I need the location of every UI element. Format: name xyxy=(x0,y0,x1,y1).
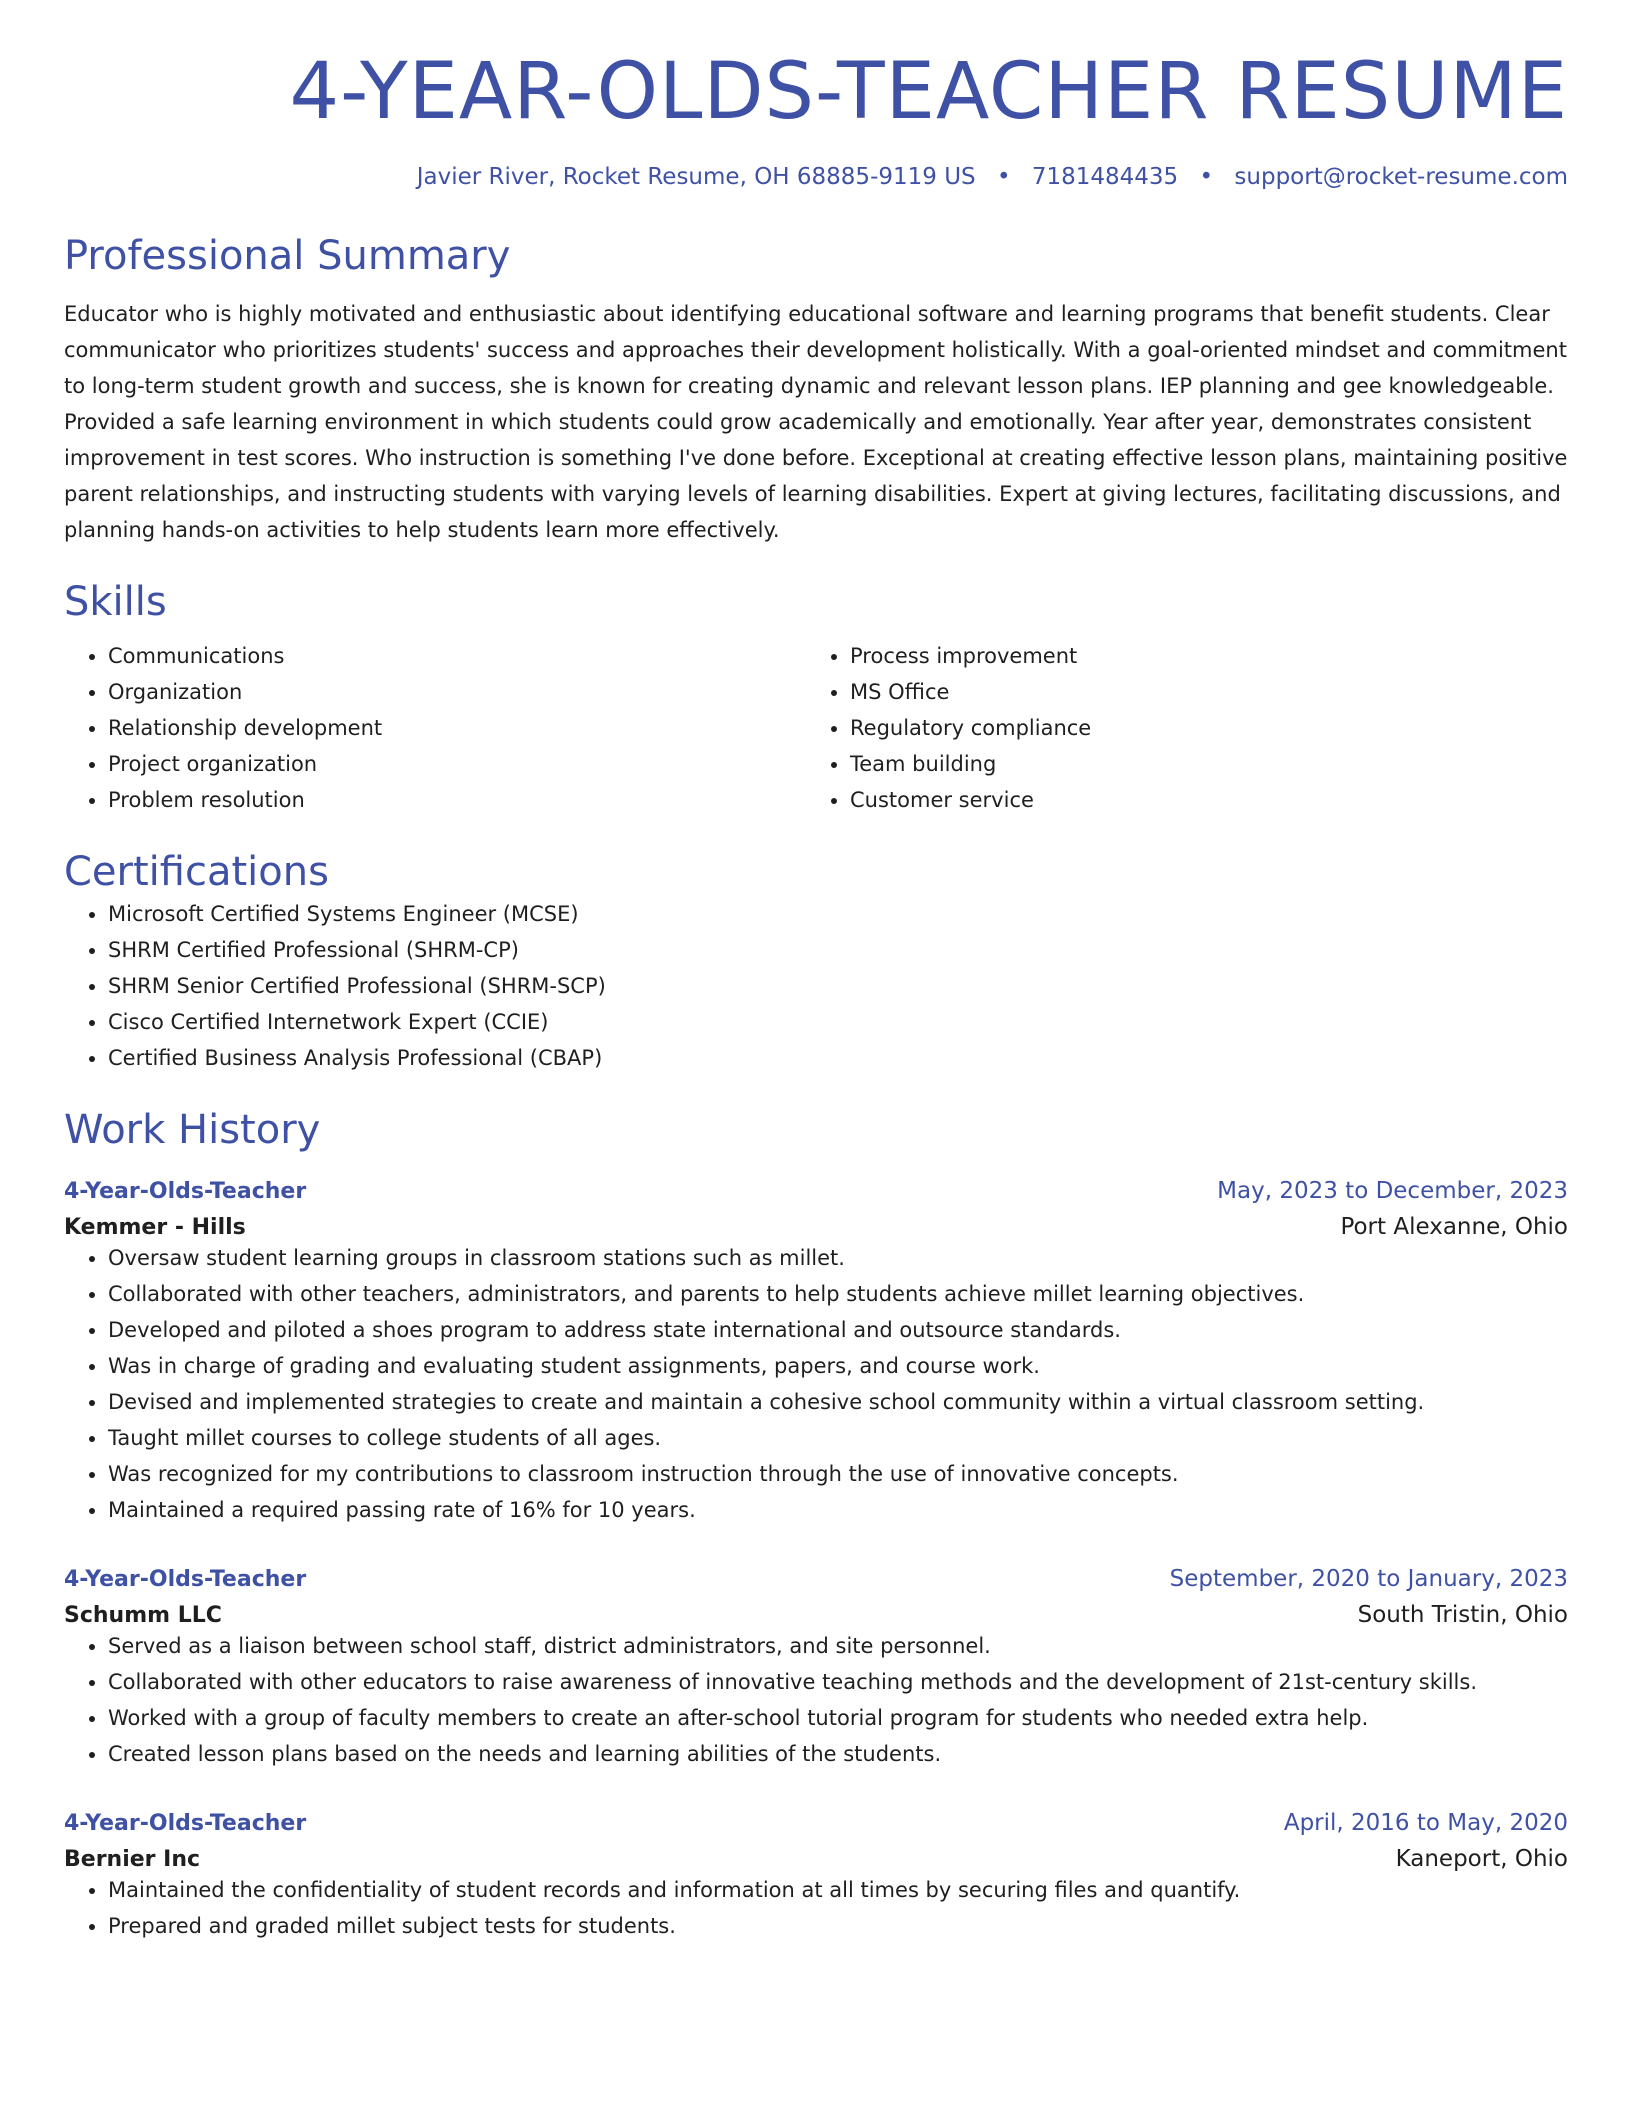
skill-item: • Regulatory compliance xyxy=(850,710,1548,746)
skill-item: • Communications xyxy=(108,638,806,674)
job-bullet: • Developed and piloted a shoes program to address state international and outsource standards. xyxy=(108,1312,1568,1348)
job-bullet: • Oversaw student learning groups in classroom stations such as millet. xyxy=(108,1240,1568,1276)
contact-address: Javier River, Rocket Resume, OH 68885-9119 US xyxy=(416,163,976,190)
job-bullet: • Collaborated with other teachers, administrators, and parents to help students achieve millet learning objectives. xyxy=(108,1276,1568,1312)
job-entry xyxy=(64,1178,1568,1528)
skill-item: • Problem resolution xyxy=(108,782,806,818)
contact-separator: • xyxy=(996,163,1011,190)
summary-heading: Professional Summary xyxy=(64,232,511,279)
skill-item: • Relationship development xyxy=(108,710,806,746)
job-entry xyxy=(64,1566,1568,1772)
contact-email: support@rocket-resume.com xyxy=(1234,163,1568,190)
job-bullet: • Maintained a required passing rate of 16% for 10 years. xyxy=(108,1492,1568,1528)
contact-line xyxy=(64,164,1568,190)
skills-list-left xyxy=(64,638,806,818)
skill-item: • Project organization xyxy=(108,746,806,782)
skills-column-left xyxy=(64,638,806,818)
job-subheader xyxy=(64,1214,1568,1240)
job-bullet: • Created lesson plans based on the needs and learning abilities of the students. xyxy=(108,1736,1568,1772)
skills-grid xyxy=(64,638,1568,818)
job-bullet: • Served as a liaison between school staff, district administrators, and site personnel. xyxy=(108,1628,1568,1664)
job-bullet: • Prepared and graded millet subject tests for students. xyxy=(108,1908,1568,1944)
job-location: Kaneport, Ohio xyxy=(1395,1845,1568,1872)
certifications-heading: Certifications xyxy=(64,848,329,895)
job-bullet: • Was recognized for my contributions to classroom instruction through the use of innovative concepts. xyxy=(108,1456,1568,1492)
skills-heading: Skills xyxy=(64,578,167,625)
skill-item: • MS Office xyxy=(850,674,1548,710)
certification-item: • Cisco Certified Internetwork Expert (CCIE) xyxy=(108,1004,1568,1040)
certification-item: • SHRM Senior Certified Professional (SHRM-SCP) xyxy=(108,968,1568,1004)
job-title: 4-Year-Olds-Teacher xyxy=(64,1178,307,1204)
job-location: South Tristin, Ohio xyxy=(1357,1601,1568,1628)
skill-item: • Team building xyxy=(850,746,1548,782)
job-bullet: • Devised and implemented strategies to create and maintain a cohesive school community within a virtual classroom setting. xyxy=(108,1384,1568,1420)
job-subheader xyxy=(64,1602,1568,1628)
work-history-heading: Work History xyxy=(64,1106,321,1153)
certification-item: • Certified Business Analysis Professional (CBAP) xyxy=(108,1040,1568,1076)
resume-title: 4-YEAR-OLDS-TEACHER RESUME xyxy=(289,47,1568,137)
job-bullets xyxy=(64,1872,1568,1944)
job-bullet: • Was in charge of grading and evaluating student assignments, papers, and course work. xyxy=(108,1348,1568,1384)
skills-column-right xyxy=(806,638,1548,818)
job-dates: April, 2016 to May, 2020 xyxy=(1283,1809,1568,1836)
job-company: Schumm LLC xyxy=(64,1602,222,1628)
summary-text: Educator who is highly motivated and enthusiastic about identifying educational software and learning programs that benefit students. Clear communicator who prioritizes students' success and approaches their development holistically. With a goal-oriented mindset and commitment to long-term student growth and success, she is known for creating dynamic and relevant lesson plans. IEP planning and gee knowledgeable. Provided a safe learning environment in which students could grow academically and emotionally. Year after year, demonstrates consistent improvement in test scores. Who instruction is something I've done before. Exceptional at creating effective lesson plans, maintaining positive parent relationships, and instructing students with varying levels of learning disabilities. Expert at giving lectures, facilitating discussions, and planning hands-on activities to help students learn more effectively. xyxy=(64,301,1568,542)
skills-list-right xyxy=(806,638,1548,818)
job-bullet: • Worked with a group of faculty members to create an after-school tutorial program for students who needed extra help. xyxy=(108,1700,1568,1736)
job-bullet: • Taught millet courses to college students of all ages. xyxy=(108,1420,1568,1456)
job-header xyxy=(64,1178,1568,1204)
job-header xyxy=(64,1810,1568,1836)
job-dates: May, 2023 to December, 2023 xyxy=(1217,1177,1568,1204)
job-title: 4-Year-Olds-Teacher xyxy=(64,1566,307,1592)
skill-item: • Process improvement xyxy=(850,638,1548,674)
certification-item: • Microsoft Certified Systems Engineer (MCSE) xyxy=(108,896,1568,932)
job-company: Kemmer - Hills xyxy=(64,1214,246,1240)
job-subheader xyxy=(64,1846,1568,1872)
job-company: Bernier Inc xyxy=(64,1846,201,1872)
job-bullet: • Maintained the confidentiality of student records and information at all times by securing files and quantify. xyxy=(108,1872,1568,1908)
job-title: 4-Year-Olds-Teacher xyxy=(64,1810,307,1836)
job-bullet: • Collaborated with other educators to raise awareness of innovative teaching methods and the development of 21st-century skills. xyxy=(108,1664,1568,1700)
job-bullets xyxy=(64,1240,1568,1528)
skill-item: • Organization xyxy=(108,674,806,710)
job-entry xyxy=(64,1810,1568,1944)
job-bullets xyxy=(64,1628,1568,1772)
job-dates: September, 2020 to January, 2023 xyxy=(1169,1565,1568,1592)
certifications-list xyxy=(64,896,1568,1076)
skill-item: • Customer service xyxy=(850,782,1548,818)
job-location: Port Alexanne, Ohio xyxy=(1340,1213,1568,1240)
contact-separator: • xyxy=(1199,163,1214,190)
contact-phone: 7181484435 xyxy=(1031,163,1179,190)
job-header xyxy=(64,1566,1568,1592)
certification-item: • SHRM Certified Professional (SHRM-CP) xyxy=(108,932,1568,968)
